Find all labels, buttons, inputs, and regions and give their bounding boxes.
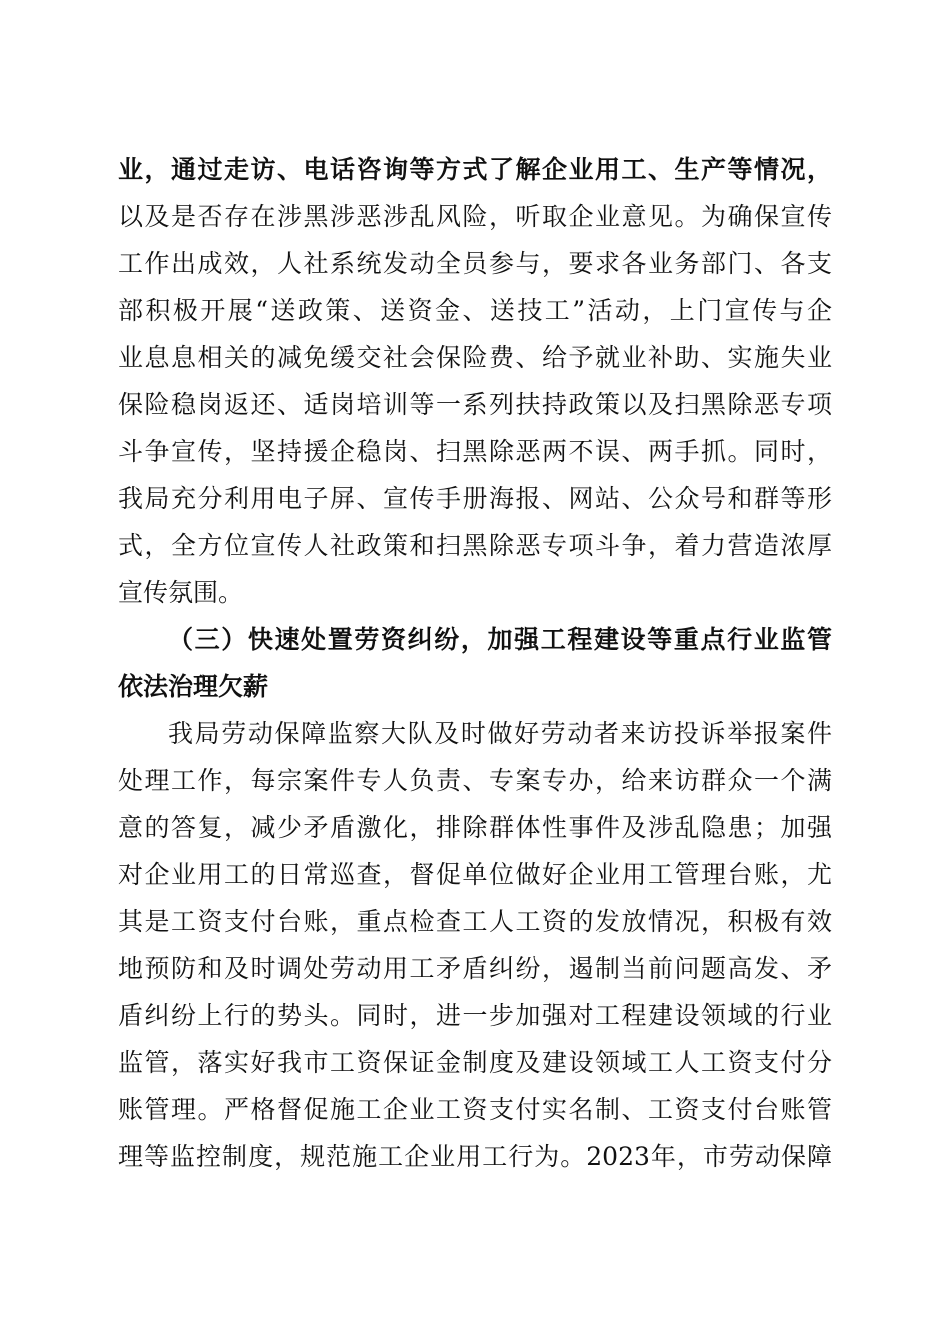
paragraph-1-line-2: 以及是否存在涉黑涉恶涉乱风险，听取企业意见。为确保宣传 [118,202,832,231]
paragraph-1-line-5: 业息息相关的减免缓交社会保险费、给予就业补助、实施失业 [118,343,832,372]
paragraph-1-line-7: 斗争宣传，坚持援企稳岗、扫黑除恶两不误、两手抓。同时， [118,437,832,466]
paragraph-2-line-2: 处理工作，每宗案件专人负责、专案专办，给来访群众一个满 [118,766,832,795]
paragraph-2-line-6: 地预防和及时调处劳动用工矛盾纠纷，遏制当前问题高发、矛 [118,954,832,983]
paragraph-2-line-10: 理等监控制度，规范施工企业用工行为。2023年，市劳动保障 [118,1142,832,1171]
paragraph-1-line-1: 业，通过走访、电话咨询等方式了解企业用工、生产等情况， [118,155,832,184]
section-heading-line-2: 依法治理欠薪 [118,672,269,701]
paragraph-2-line-4: 对企业用工的日常巡查，督促单位做好企业用工管理台账，尤 [118,860,832,889]
paragraph-1-line-3: 工作出成效，人社系统发动全员参与，要求各业务部门、各支 [118,249,832,278]
paragraph-2-line-5: 其是工资支付台账，重点检查工人工资的发放情况，积极有效 [118,907,832,936]
paragraph-1-line-8: 我局充分利用电子屏、宣传手册海报、网站、公众号和群等形 [118,484,832,513]
paragraph-1-line-6: 保险稳岗返还、适岗培训等一系列扶持政策以及扫黑除恶专项 [118,390,832,419]
paragraph-1-line-10: 宣传氛围。 [118,578,244,607]
paragraph-1-line-9: 式，全方位宣传人社政策和扫黑除恶专项斗争，着力营造浓厚 [118,531,832,560]
paragraph-2-line-3: 意的答复，减少矛盾激化，排除群体性事件及涉乱隐患；加强 [118,813,832,842]
paragraph-2-line-7: 盾纠纷上行的势头。同时，进一步加强对工程建设领域的行业 [118,1001,832,1030]
paragraph-2-line-1: 我局劳动保障监察大队及时做好劳动者来访投诉举报案件 [168,719,832,748]
paragraph-1-line-4: 部积极开展“送政策、送资金、送技工”活动，上门宣传与企 [118,296,832,325]
paragraph-2-line-8: 监管，落实好我市工资保证金制度及建设领域工人工资支付分 [118,1048,832,1077]
section-heading-line-1: （三）快速处置劳资纠纷，加强工程建设等重点行业监管 [168,625,832,654]
paragraph-2-line-9: 账管理。严格督促施工企业工资支付实名制、工资支付台账管 [118,1095,832,1124]
